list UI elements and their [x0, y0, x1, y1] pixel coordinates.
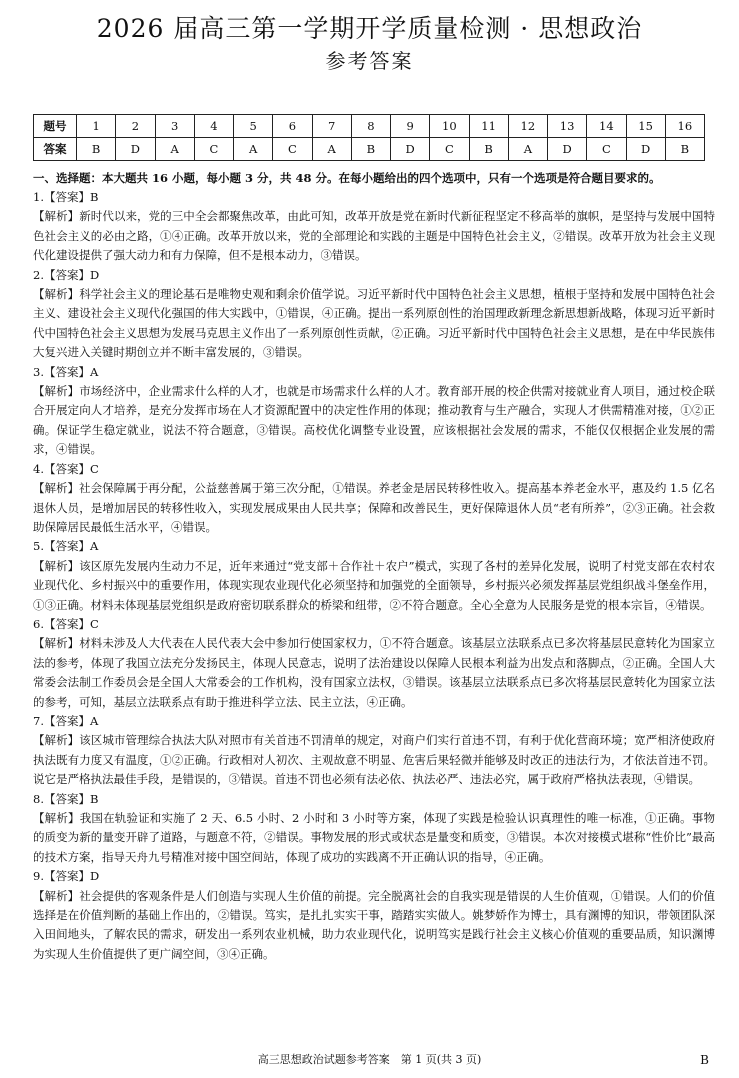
question-number: 2 — [116, 115, 155, 138]
answer-cell: B — [77, 138, 116, 161]
analysis-text: 【解析】社会保障属于再分配，公益慈善属于第三次分配，①错误。养老金是居民转移性收入。提高基本养老金水平，惠及约 1.5 亿名退休人员，是增加居民的转移性收入，实现发展成果由人民共享；保障和改善民生，更好保障退休人员“老有所养”，②③正确。社会救助保障居民最低生活水平，④错误。 — [33, 481, 715, 534]
question-number: 13 — [548, 115, 587, 138]
question-block-1 — [33, 188, 717, 266]
analysis-text: 【解析】市场经济中，企业需求什么样的人才，也就是市场需求什么样的人才。教育部开展的校企供需对接就业育人项目，通过校企联合开展定向人才培养，是充分发挥市场在人才资源配置中的决定性作用的体现；推动教育与生产融合，实现人才供需精准对接，①②正确。保证学生稳定就业，说法不符合题意，③错误。高校优化调整专业设置，应该根据社会发展的需求，不能仅仅根据企业发展的需求，④错误。 — [33, 384, 715, 457]
analysis-text: 【解析】该区城市管理综合执法大队对照市有关首违不罚清单的规定，对商户们实行首违不罚，有利于优化营商环境；宽严相济使政府执法既有力度又有温度，①②正确。行政相对人初次、主观故意不明显、危害后果轻微并能够及时改正的违法行为，才依法首违不罚。说它是严格执法最佳手段，是错误的，③错误。首违不罚也必须有法必依、执法必严、违法必究，属于政府严格执法表现，④错误。 — [33, 733, 715, 787]
question-number: 11 — [469, 115, 508, 138]
question-block-9 — [33, 867, 717, 964]
answer-cell: D — [548, 138, 587, 161]
answer-row — [34, 138, 705, 161]
question-number: 1 — [77, 115, 116, 138]
question-number: 10 — [430, 115, 469, 138]
answer-cell: A — [508, 138, 547, 161]
answer-line: 7.【答案】A — [33, 713, 99, 728]
analysis-text: 【解析】材料未涉及人大代表在人民代表大会中参加行使国家权力，①不符合题意。该基层立法联系点已多次将基层民意转化为国家立法的参考，体现了我国立法充分发扬民主，体现人民意志，说明了法治建设以保障人民根本利益为出发点和落脚点，②正确。全国人大常委会法制工作委员会是全国人大常委会的工作机构，没有国家立法权，③错误。该基层立法联系点已多次将基层民意转化为国家立法的参考，可知，基层立法联系点有助于推进科学立法、民主立法，④正确。 — [33, 636, 715, 709]
question-number: 4 — [194, 115, 233, 138]
answer-cell: D — [391, 138, 430, 161]
answer-cell: A — [155, 138, 194, 161]
answer-cell: B — [665, 138, 704, 161]
question-block-5 — [33, 537, 717, 615]
answer-line: 9.【答案】D — [33, 869, 100, 884]
question-block-3 — [33, 363, 717, 460]
answer-line: 4.【答案】C — [33, 461, 99, 476]
section-heading: 一、选择题：本大题共 16 小题，每小题 3 分，共 48 分。在每小题给出的四个选项中，只有一个选项是符合题目要求的。 — [33, 171, 661, 185]
answer-cell: A — [234, 138, 273, 161]
analysis-text: 【解析】社会提供的客观条件是人们创造与实现人生价值的前提。完全脱离社会的自我实现是错误的人生价值观，①错误。人们的价值选择是在价值判断的基础上作出的，②错误。笃实，是扎扎实实干事，踏踏实实做人。姚梦娇作为博士，具有渊博的知识，带领团队深入田间地头，了解农民的需求，研发出一系列农业机械，助力农业现代化，说明笃实是践行社会主义核心价值观的重要品质，知识渊博为实现人生价值提供了更广阔空间，③④正确。 — [33, 888, 715, 961]
question-number: 9 — [391, 115, 430, 138]
analysis-text: 【解析】该区原先发展内生动力不足，近年来通过“党支部＋合作社＋农户”模式，实现了各村的差异化发展，说明了村党支部在农村农业现代化、乡村振兴中的重要作用，体现实现农业现代化必须坚持和加强党的全面领导，乡村振兴必须发挥基层党组织战斗堡垒作用，①③正确。材料未体现基层党组织是政府密切联系群众的桥梁和纽带，②不符合题意。全心全意为人民服务是党的根本宗旨，④错误。 — [33, 558, 715, 612]
row-label-number: 题号 — [34, 115, 77, 138]
question-block-6 — [33, 615, 717, 712]
answer-explanations — [33, 188, 717, 964]
answer-cell: C — [273, 138, 312, 161]
answer-line: 2.【答案】D — [33, 267, 100, 282]
paper-version: B — [700, 1053, 709, 1067]
answer-cell: C — [194, 138, 233, 161]
question-block-7 — [33, 712, 717, 790]
answer-line: 5.【答案】A — [33, 539, 99, 554]
question-block-4 — [33, 460, 717, 538]
page-subtitle: 参考答案 — [325, 49, 414, 73]
answer-cell: D — [116, 138, 155, 161]
page-title: 2026 届高三第一学期开学质量检测 · 思想政治 — [96, 14, 643, 43]
answer-cell: C — [430, 138, 469, 161]
question-number: 12 — [508, 115, 547, 138]
question-number: 15 — [626, 115, 665, 138]
question-number: 7 — [312, 115, 351, 138]
answer-cell: B — [351, 138, 390, 161]
question-number: 16 — [665, 115, 704, 138]
answer-key-table — [33, 114, 705, 161]
question-block-8 — [33, 790, 717, 868]
answer-line: 6.【答案】C — [33, 616, 99, 631]
question-number: 6 — [273, 115, 312, 138]
analysis-text: 【解析】新时代以来，党的三中全会都聚焦改革，由此可知，改革开放是党在新时代新征程坚定不移高举的旗帜，是坚持与发展中国特色社会主义的必由之路，①④正确。改革开放以来，党的全部理论和实践的主题是中国特色社会主义，②错误。改革开放为社会主义现代化建设提供了强大动力和有力保障，但不是根本动力，③错误。 — [33, 209, 715, 263]
answer-cell: D — [626, 138, 665, 161]
page-footer: 高三思想政治试题参考答案 第 1 页(共 3 页) — [257, 1053, 482, 1066]
question-number-row — [34, 115, 705, 138]
answer-line: 1.【答案】B — [33, 190, 99, 204]
analysis-text: 【解析】科学社会主义的理论基石是唯物史观和剩余价值学说。习近平新时代中国特色社会主义思想，植根于坚持和发展中国特色社会主义、建设社会主义现代化强国的伟大实践中，①错误，④正确。提出一系列原创性的治国理政新理念新思想新战略，体现习近平新时代中国特色社会主义思想为发展马克思主义作出了一系列原创性贡献，②正确。习近平新时代中国特色社会主义思想，是在中华民族伟大复兴进入关键时期创立并不断丰富发展的，③错误。 — [33, 287, 715, 360]
analysis-text: 【解析】我国在轨验证和实施了 2 天、6.5 小时、2 小时和 3 小时等方案，体现了实践是检验认识真理性的唯一标准，①正确。事物的质变为新的量变开辟了道路，与题意不符，②错误。事物发展的形式或状态是量变和质变，③错误。本次对接模式堪称“性价比”最高的技术方案，指导天舟九号精准对接中国空间站，体现了成功的实践离不开正确认识的指导，④正确。 — [33, 811, 715, 864]
row-label-answer: 答案 — [34, 138, 77, 161]
question-number: 3 — [155, 115, 194, 138]
answer-line: 3.【答案】A — [33, 364, 99, 379]
answer-line: 8.【答案】B — [33, 791, 99, 806]
answer-cell: B — [469, 138, 508, 161]
question-number: 14 — [587, 115, 626, 138]
answer-cell: A — [312, 138, 351, 161]
answer-cell: C — [587, 138, 626, 161]
question-block-2 — [33, 266, 717, 363]
question-number: 5 — [234, 115, 273, 138]
question-number: 8 — [351, 115, 390, 138]
